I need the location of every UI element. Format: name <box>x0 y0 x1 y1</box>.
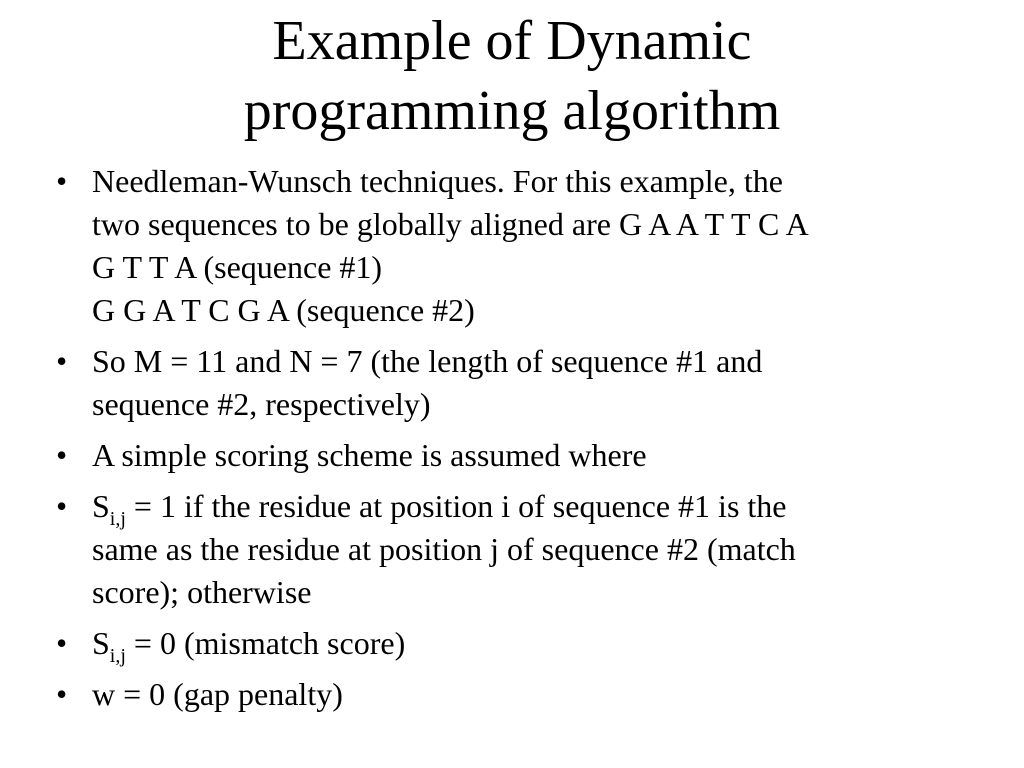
bullet-text-line: sequence #2, respectively) <box>92 386 431 422</box>
slide-title-line-1: Example of Dynamic <box>272 10 752 72</box>
slide-title <box>0 6 1024 146</box>
bullet-text-line: same as the residue at position j of sequence #2 (match <box>92 531 796 567</box>
bullet-text-line <box>92 485 996 528</box>
bullet-gap-penalty <box>56 673 996 716</box>
slide-title-line-2: programming algorithm <box>243 80 781 142</box>
bullet-dot: • <box>56 488 68 524</box>
bullet-text-line: w = 0 (gap penalty) <box>92 676 343 712</box>
bullet-text-line: G T T A (sequence #1) <box>92 249 383 285</box>
bullet-dot: • <box>56 625 68 661</box>
bullet-needleman-wunsch <box>56 160 996 332</box>
bullet-text-line: A simple scoring scheme is assumed where <box>92 437 647 473</box>
bullet-lengths <box>56 340 996 426</box>
bullet-dot: • <box>56 343 68 379</box>
score-subscript: i,j <box>109 508 126 530</box>
score-symbol: S <box>92 488 110 524</box>
bullet-match-score <box>56 485 996 614</box>
bullet-dot: • <box>56 437 68 473</box>
bullet-text-line: G G A T C G A (sequence #2) <box>92 292 475 328</box>
bullet-scoring-scheme <box>56 434 996 477</box>
bullet-text: = 1 if the residue at position i of sequence #1 is the <box>125 488 787 524</box>
bullet-text: = 0 (mismatch score) <box>125 625 406 661</box>
bullet-text-line: Needleman-Wunsch techniques. For this example, the <box>92 163 783 199</box>
score-subscript: i,j <box>109 645 126 667</box>
bullet-dot: • <box>56 163 68 199</box>
score-symbol: S <box>92 625 110 661</box>
bullet-mismatch-score <box>56 622 996 665</box>
bullet-dot: • <box>56 676 68 712</box>
bullet-list <box>56 160 996 724</box>
bullet-text-line <box>92 622 996 665</box>
bullet-text-line: score); otherwise <box>92 574 312 610</box>
bullet-text-line: So M = 11 and N = 7 (the length of sequence #1 and <box>92 343 763 379</box>
bullet-text-line: two sequences to be globally aligned are G A A T T C A <box>92 206 809 242</box>
